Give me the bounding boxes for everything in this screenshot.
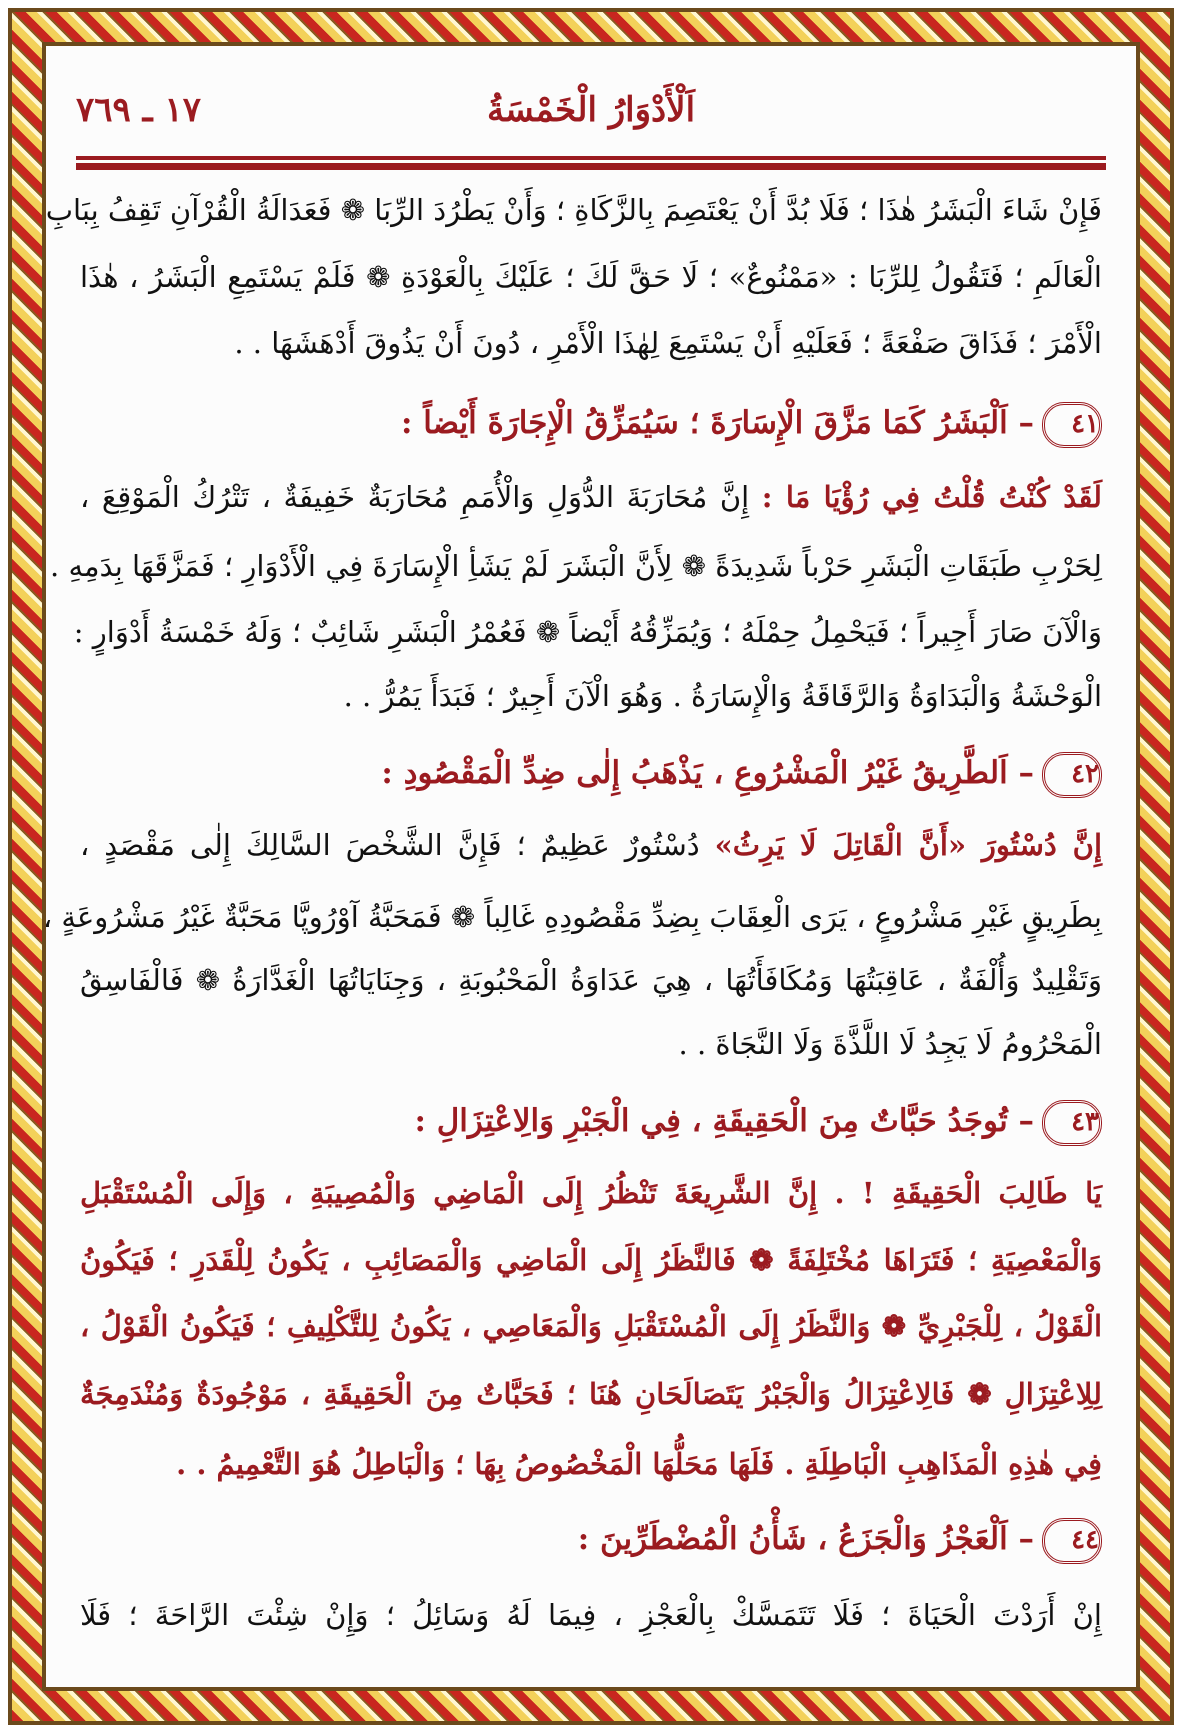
section-heading-42 [80, 743, 1102, 803]
section-heading-41 [80, 393, 1102, 453]
text-line: وَتَقْلِيدٌ وَأُلْفَةٌ ، عَاقِبَتُهَا وَمُكَافَأَتُهَا ، هِيَ عَدَاوَةُ الْمَحْبُوبَةِ ، وَجِنَايَاتُهَا الْغَدَّارَةُ ❁ فَالْفَاسِقُ [80, 963, 1103, 997]
text-line: إِنْ أَرَدْتَ الْحَيَاةَ ؛ فَلَا تَتَمَسَّكْ بِالْعَجْزِ ، فِيمَا لَهُ وَسَائِلُ ؛ وَإِنْ شِئْتَ الرَّاحَةَ ؛ فَلَا [80, 1598, 1102, 1632]
section-number-badge: ٤١ [1042, 402, 1102, 448]
section-heading-44 [80, 1509, 1102, 1569]
text-line [80, 815, 1102, 875]
section-number-badge: ٤٤ [1042, 1518, 1102, 1564]
section-title: – اَلْعَجْزُ وَالْجَزَعُ ، شَأْنُ الْمُضْطَرِّينَ : [577, 1521, 1034, 1557]
section-title: – اَلطَّرِيقُ غَيْرُ الْمَشْرُوعِ ، يَذْهَبُ إِلٰى ضِدِّ الْمَقْصُودِ : [381, 755, 1034, 791]
text-line: لِحَرْبِ طَبَقَاتِ الْبَشَرِ حَرْباً شَدِيدَةً ❁ لِأَنَّ الْبَشَرَ لَمْ يَشَأِ الْإِسَارَةَ فِي الْأَدْوَارِ ؛ فَمَزَّقَهَا بِدَمِهِ . [50, 549, 1102, 583]
text-line: وَالْآنَ صَارَ أَجِيراً ؛ فَيَحْمِلُ حِمْلَهُ ؛ وَيُمَزِّقُهُ أَيْضاً ❁ فَعُمْرُ الْبَشَرِ شَائِبٌ ؛ وَلَهُ خَمْسَةُ أَدْوَارٍ : [73, 615, 1102, 649]
section-number-badge: ٤٢ [1042, 752, 1102, 798]
text-line: الْوَحْشَةُ وَالْبَدَاوَةُ وَالرَّقَاقَةُ وَالْإِسَارَةُ . وَهُوَ الْآنَ أَجِيرٌ ؛ فَبَدَأَ يَمُرُّ . . [343, 679, 1102, 713]
text-line: الْقَوْلُ ، لِلْجَبْرِيِّ ❁ وَالنَّظَرُ إِلَى الْمُسْتَقْبَلِ وَالْمَعَاصِي ، يَكُونُ لِلتَّكْلِيفِ ؛ فَيَكُونُ الْقَوْلُ ، [80, 1309, 1102, 1343]
text-line: فِي هٰذِهِ الْمَذَاهِبِ الْبَاطِلَةِ . فَلَهَا مَحَلُّهَا الْمَخْصُوصُ بِهَا ؛ وَالْبَاطِلُ هُوَ التَّعْمِيمُ . . [176, 1447, 1102, 1481]
header-divider [76, 156, 1106, 160]
text-line: فَإِنْ شَاءَ الْبَشَرُ هٰذَا ؛ فَلَا بُدَّ أَنْ يَعْتَصِمَ بِالزَّكَاةِ ؛ وَأَنْ يَطْرُدَ الرِّبَا ❁ فَعَدَالَةُ الْقُرْآنِ تَقِفُ بِبَابِ [45, 193, 1102, 227]
section-number-badge: ٤٣ [1042, 1100, 1102, 1146]
text-span: دُسْتُورٌ عَظِيمٌ ؛ فَإِنَّ الشَّخْصَ السَّالِكَ إِلٰى مَقْصَدٍ ، [80, 828, 700, 862]
page-header [76, 90, 1106, 146]
section-title: – اَلْبَشَرُ كَمَا مَزَّقَ الْإِسَارَةَ ؛ سَيُمَزِّقُ الْإِجَارَةَ أَيْضاً : [400, 405, 1034, 441]
text-line: وَالْمَعْصِيَةِ ؛ فَتَرَاهَا مُخْتَلِفَةً ❁ فَالنَّظَرُ إِلَى الْمَاضِي وَالْمَصَائِبِ ، يَكُونُ لِلْقَدَرِ ؛ فَيَكُونُ [80, 1243, 1102, 1277]
lead-phrase: لَقَدْ كُنْتُ قُلْتُ فِي رُؤْيَا مَا : [761, 480, 1102, 514]
text-span: إِنَّ مُحَارَبَةَ الدُّوَلِ وَالْأُمَمِ مُحَارَبَةٌ خَفِيفَةٌ ، تَتْرُكُ الْمَوْقِعَ ، [80, 480, 750, 514]
text-line: يَا طَالِبَ الْحَقِيقَةِ ! . إِنَّ الشَّرِيعَةَ تَنْظُرُ إِلَى الْمَاضِي وَالْمُصِيبَةِ ، وَإِلَى الْمُسْتَقْبَلِ [80, 1176, 1102, 1210]
text-line: الْأَمْرَ ؛ فَذَاقَ صَفْعَةً ؛ فَعَلَيْهِ أَنْ يَسْتَمِعَ لِهٰذَا الْأَمْرِ ، دُونَ أَنْ يَذُوقَ أَدْهَشَهَا . . [234, 326, 1102, 360]
text-line: بِطَرِيقٍ غَيْرِ مَشْرُوعٍ ، يَرَى الْعِقَابَ بِضِدِّ مَقْصُودِهِ غَالِباً ❁ فَمَحَبَّةُ آوْرُوپَّا مَحَبَّةٌ غَيْرُ مَشْرُوعَةٍ ، [42, 900, 1102, 934]
text-line [80, 467, 1102, 527]
text-line: لِلِاعْتِزَالِ ❁ فَالِاعْتِزَالُ وَالْجَبْرُ يَتَصَالَحَانِ هُنَا ؛ فَحَبَّاتٌ مِنَ الْحَقِيقَةِ ، مَوْجُودَةٌ وَمُنْدَمِجَةٌ [80, 1377, 1102, 1411]
lead-phrase: إِنَّ دُسْتُورَ «أَنَّ الْقَاتِلَ لَا يَرِثُ» [714, 828, 1103, 862]
page-title: اَلْأَدْوَارُ الْخَمْسَةُ [486, 90, 696, 130]
section-title: – تُوجَدُ حَبَّاتٌ مِنَ الْحَقِيقَةِ ، فِي الْجَبْرِ وَالِاعْتِزَالِ : [414, 1103, 1034, 1139]
text-line: الْعَالَمِ ؛ فَتَقُولُ لِلرِّبَا : «مَمْنُوعٌ» ؛ لَا حَقَّ لَكَ ؛ عَلَيْكَ بِالْعَوْدَةِ ❁ فَلَمْ يَسْتَمِعِ الْبَشَرُ ، هٰذَا [80, 260, 1102, 294]
header-divider-thick [76, 163, 1106, 170]
text-line: الْمَحْرُومُ لَا يَجِدُ لَا اللَّذَّةَ وَلَا النَّجَاةَ . . [678, 1027, 1102, 1061]
section-heading-43 [80, 1091, 1102, 1151]
page-number: ١٧ ـ ٧٦٩ [76, 90, 201, 130]
